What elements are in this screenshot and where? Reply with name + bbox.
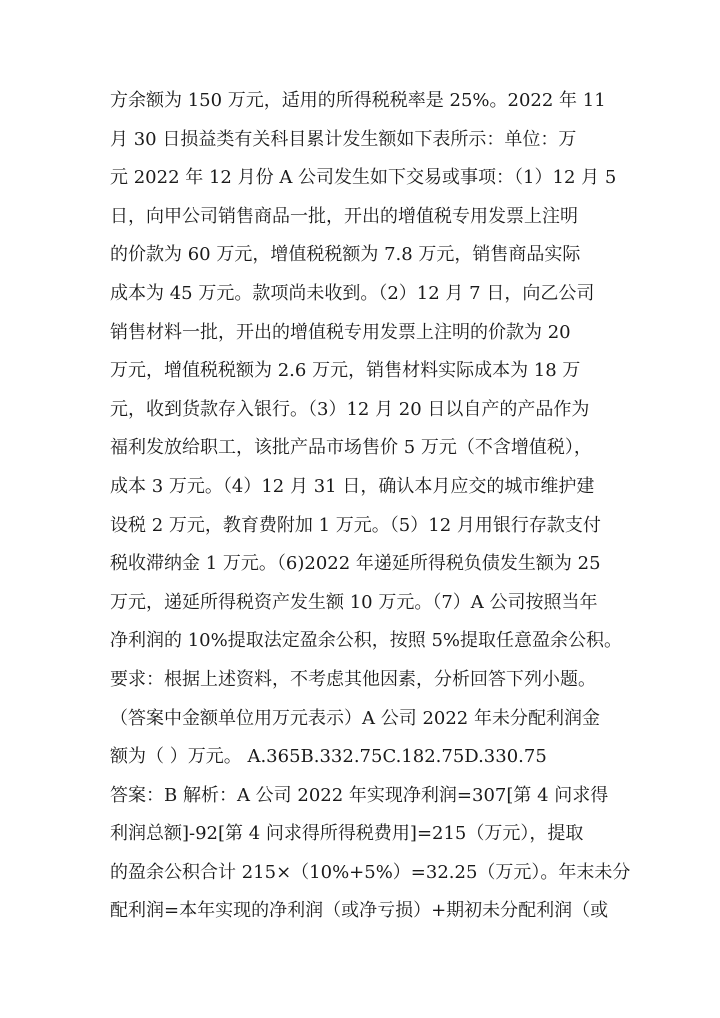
text-line: 方余额为 150 万元，适用的所得税税率是 25%。2022 年 11 (110, 90, 606, 111)
body-text (110, 82, 631, 931)
text-line: 福利发放给职工，该批产品市场售价 5 万元（不含增值税）， (110, 437, 592, 459)
text-line: 税收滞纳金 1 万元。（6)2022 年递延所得税负债发生额为 25 (110, 553, 601, 575)
text-line: 的盈余公积合计 215×（10%+5%）=32.25（万元）。年末未分 (110, 861, 631, 883)
text-line: 设税 2 万元，教育费附加 1 万元。（5）12 月用银行存款支付 (110, 514, 601, 536)
text-line: 的价款为 60 万元，增值税税额为 7.8 万元，销售商品实际 (110, 244, 581, 266)
text-line: 元，收到货款存入银行。（3）12 月 20 日以自产的产品作为 (110, 398, 590, 420)
text-line: 额为（ ）万元。 A.365B.332.75C.182.75D.330.75 (110, 746, 547, 768)
text-line: 答案：B 解析：A 公司 2022 年实现净利润=307[第 4 问求得 (110, 784, 609, 806)
text-line: 利润总额]-92[第 4 问求得所得税费用]=215（万元），提取 (110, 823, 584, 845)
text-line: 配利润=本年实现的净利润（或净亏损）+期初未分配利润（或 (110, 900, 609, 922)
text-line: 销售材料一批，开出的增值税专用发票上注明的价款为 20 (110, 321, 571, 343)
text-line: 万元，增值税税额为 2.6 万元，销售材料实际成本为 18 万 (110, 360, 581, 382)
text-line: 净利润的 10%提取法定盈余公积，按照 5%提取任意盈余公积。 (110, 630, 623, 652)
text-line: 万元，递延所得税资产发生额 10 万元。（7）A 公司按照当年 (110, 591, 598, 613)
text-line: 月 30 日损益类有关科目累计发生额如下表所示：单位：万 (110, 128, 577, 150)
text-line: 成本 3 万元。（4）12 月 31 日，确认本月应交的城市维护建 (110, 475, 595, 497)
text-line: 元 2022 年 12 月份 A 公司发生如下交易或事项：（1）12 月 5 (110, 167, 617, 189)
text-line: （答案中金额单位用万元表示）A 公司 2022 年未分配利润金 (110, 707, 600, 729)
text-line: 日，向甲公司销售商品一批，开出的增值税专用发票上注明 (110, 205, 578, 227)
text-line: 要求：根据上述资料，不考虑其他因素，分析回答下列小题。 (110, 668, 596, 690)
text-line: 成本为 45 万元。款项尚未收到。（2）12 月 7 日，向乙公司 (110, 282, 595, 304)
